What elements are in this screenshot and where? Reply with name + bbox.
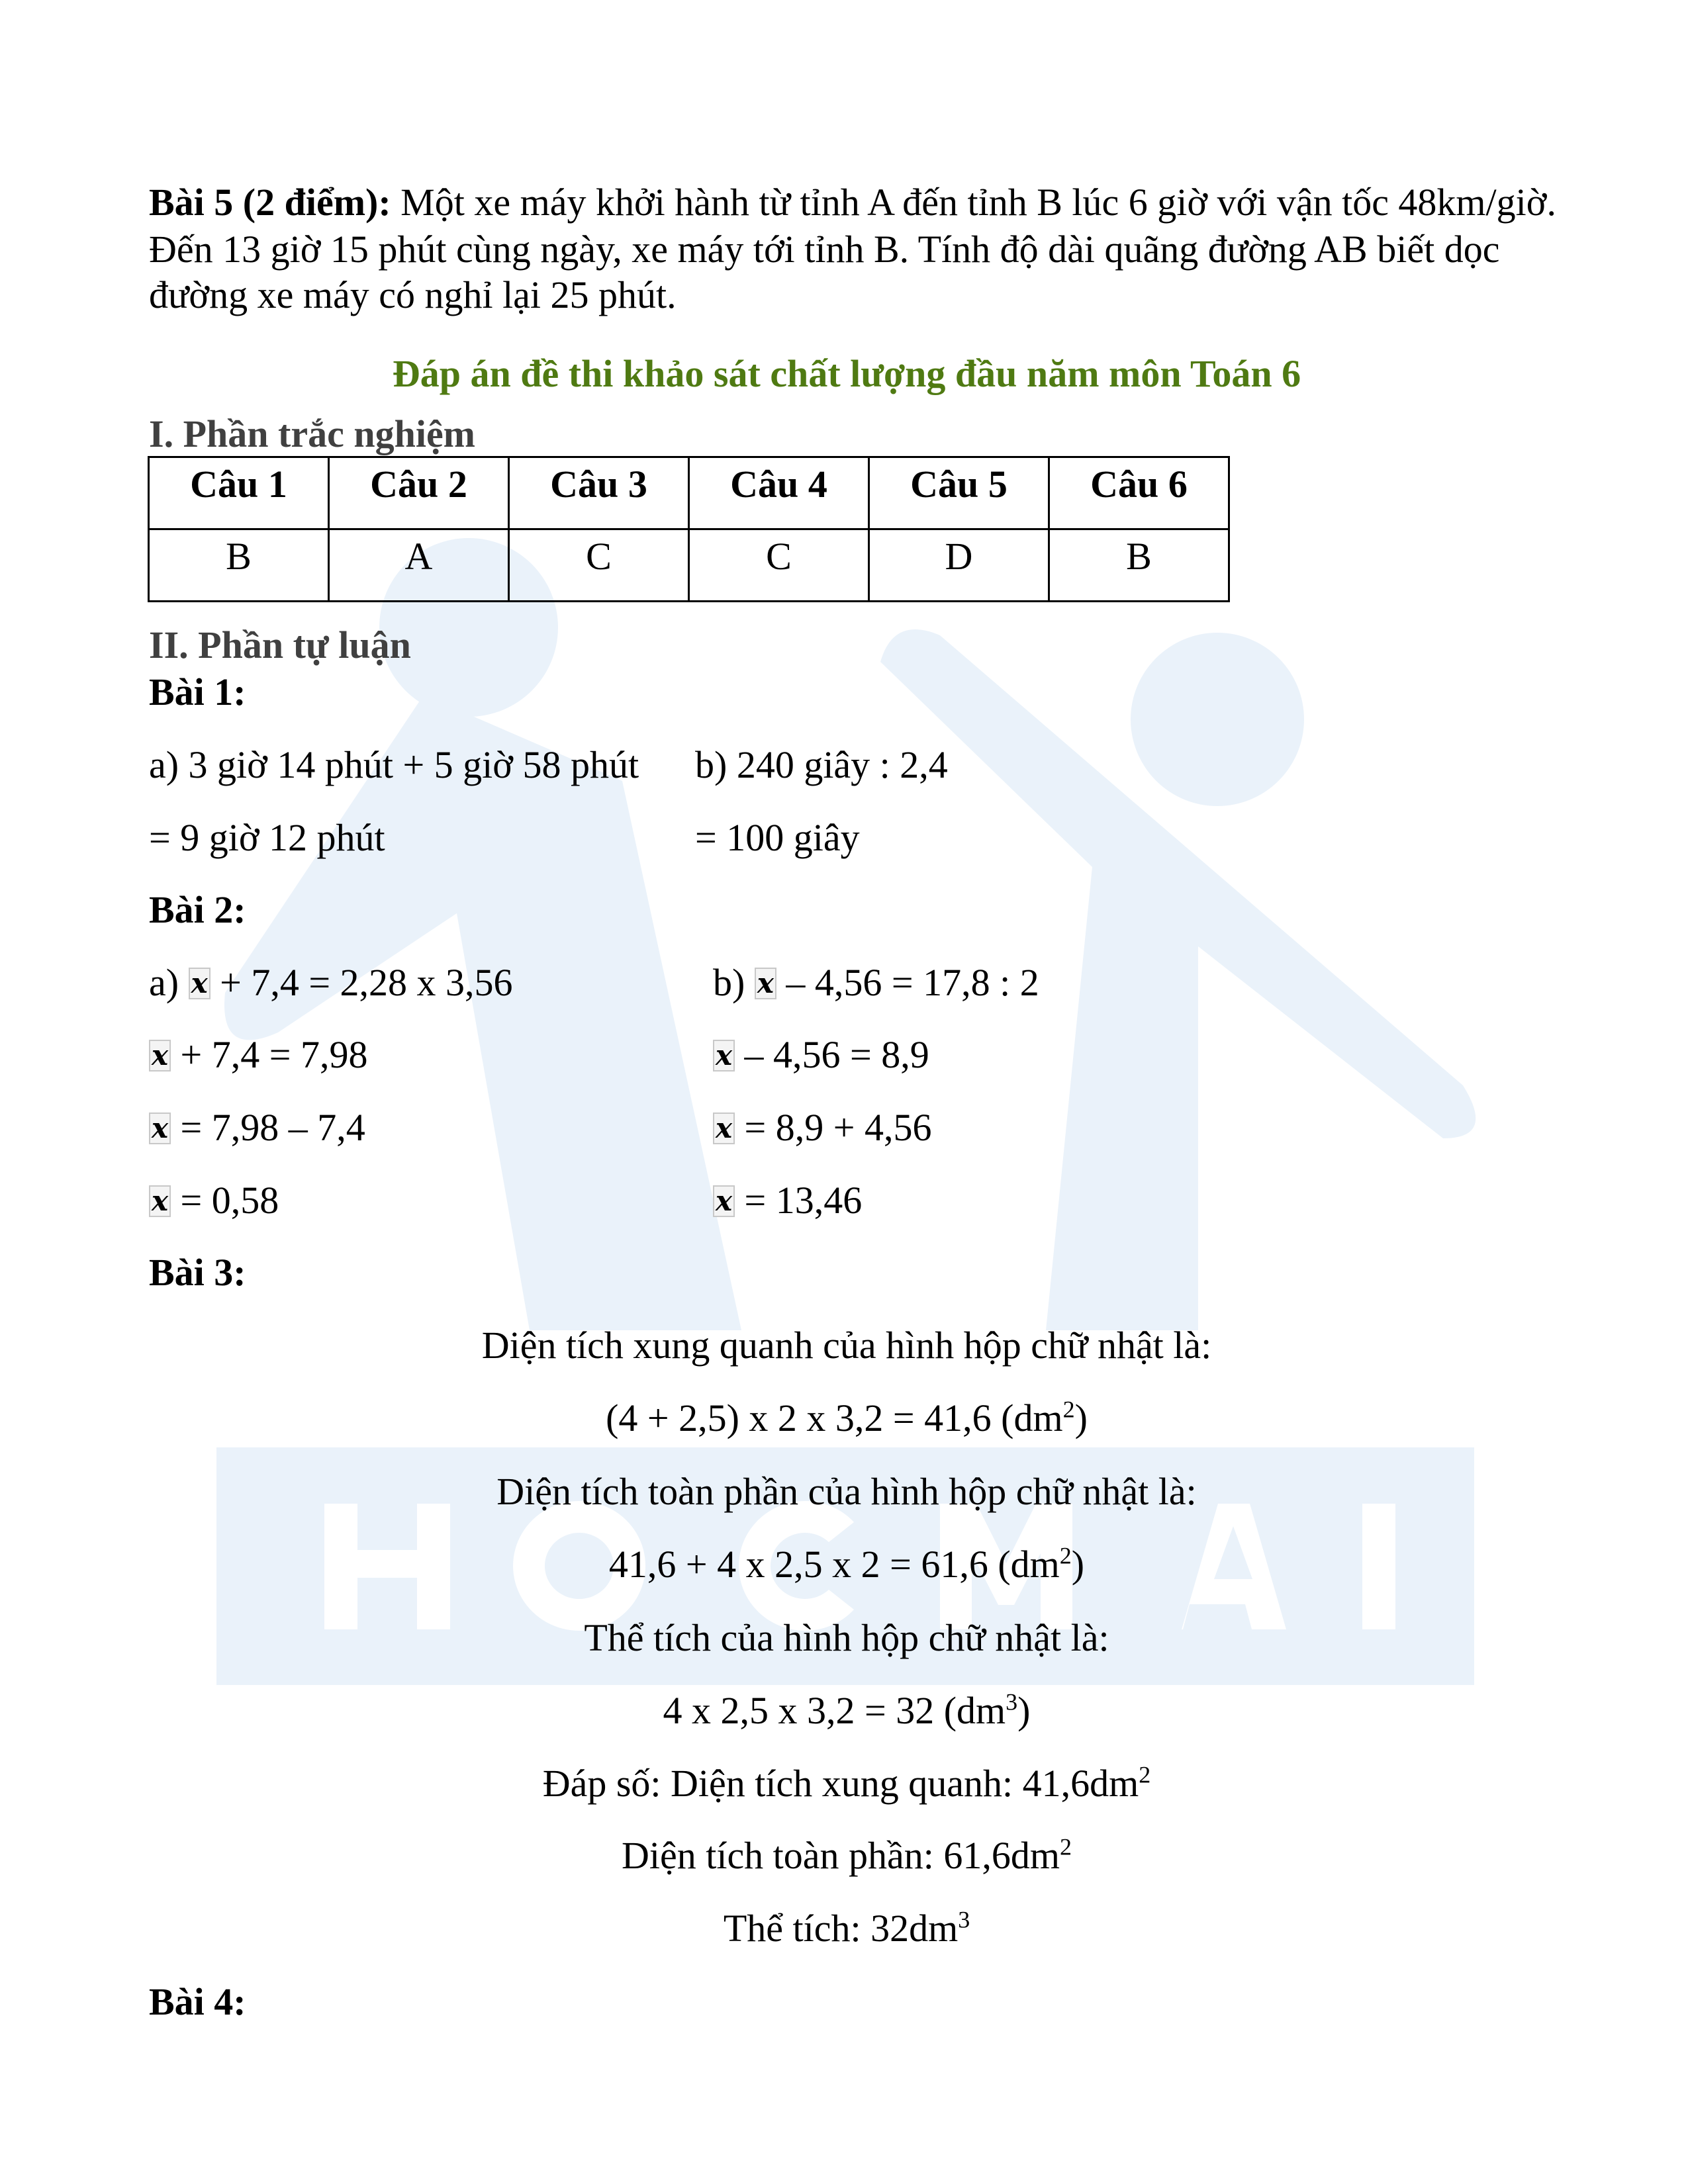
bai2-a-1: a) x + 7,4 = 2,28 x 3,56 — [149, 961, 513, 1004]
table-cell: C — [689, 529, 869, 602]
table-header: Câu 6 — [1049, 457, 1229, 529]
variable-x: x — [713, 1185, 735, 1217]
bai2-b-2: x – 4,56 = 8,9 — [713, 1031, 929, 1079]
bai3-line5: Thể tích của hình hộp chữ nhật là: — [584, 1616, 1109, 1659]
bai5-line2: Đến 13 giờ 15 phút cùng ngày, xe máy tới tỉnh B. Tính độ dài quãng đường AB biết dọc — [149, 228, 1500, 271]
bai2-a-3: x = 7,98 – 7,4 — [149, 1104, 365, 1152]
table-cell: C — [509, 529, 689, 602]
table-cell: B — [149, 529, 329, 602]
table-cell: D — [869, 529, 1049, 602]
table-header: Câu 5 — [869, 457, 1049, 529]
table-header: Câu 1 — [149, 457, 329, 529]
bai3-line6: 4 x 2,5 x 3,2 = 32 $(dm^3)$ — [663, 1688, 1031, 1732]
bai1-a-1: a) 3 giờ 14 phút + 5 giờ 58 phút — [149, 743, 639, 786]
bai4-label: Bài 4: — [149, 1980, 246, 2023]
bai2-b-1: b) x – 4,56 = 17,8 : 2 — [713, 961, 1039, 1004]
variable-x: x — [713, 1040, 735, 1071]
variable-x: x — [149, 1185, 171, 1217]
bai3-line1: Diện tích xung quanh của hình hộp chữ nhật là: — [481, 1324, 1212, 1367]
bai3-line8: Diện tích toàn phần: $61,6dm^2$ — [621, 1833, 1072, 1877]
bai3-line9: Thể tích: $32dm^3$ — [723, 1906, 970, 1950]
table-cell: B — [1049, 529, 1229, 602]
bai3-label: Bài 3: — [149, 1251, 246, 1294]
bai2-a-2: x + 7,4 = 7,98 — [149, 1031, 367, 1079]
table-header: Câu 3 — [509, 457, 689, 529]
bai3-line2: (4 + 2,5) x 2 x 3,2 = 41,6 $(dm^2)$ — [606, 1396, 1088, 1439]
variable-x: x — [189, 968, 211, 999]
bai1-b-2: = 100 giây — [695, 816, 860, 859]
part2-heading: II. Phần tự luận — [149, 623, 411, 666]
bai2-b-3: x = 8,9 + 4,56 — [713, 1104, 931, 1152]
bai3-line7: Đáp số: Diện tích xung quanh: $41,6dm^2$ — [542, 1761, 1151, 1805]
variable-x: x — [755, 968, 776, 999]
part1-heading: I. Phần trắc nghiệm — [149, 412, 475, 455]
variable-x: x — [149, 1113, 171, 1144]
bai5-line1: Bài 5 (2 điểm): Một xe máy khởi hành từ tỉnh A đến tỉnh B lúc 6 giờ với vận tốc 48km/giờ. — [149, 181, 1556, 224]
bai2-a-4: x = 0,58 — [149, 1177, 279, 1224]
table-header: Câu 4 — [689, 457, 869, 529]
variable-x: x — [149, 1040, 171, 1071]
bai5-line3: đường xe máy có nghỉ lại 25 phút. — [149, 273, 677, 316]
bai3-line4: 41,6 + 4 x 2,5 x 2 = 61,6 $(dm^2)$ — [608, 1542, 1085, 1586]
answer-table — [148, 456, 1230, 602]
bai1-label: Bài 1: — [149, 670, 246, 713]
bai3-line3: Diện tích toàn phần của hình hộp chữ nhật là: — [496, 1470, 1197, 1513]
bai1-b-1: b) 240 giây : 2,4 — [695, 743, 948, 786]
variable-x: x — [713, 1113, 735, 1144]
bai1-a-2: = 9 giờ 12 phút — [149, 816, 385, 859]
table-header-row — [149, 457, 1229, 529]
table-header: Câu 2 — [329, 457, 509, 529]
bai2-b-4: x = 13,46 — [713, 1177, 862, 1224]
answer-title: Đáp án đề thi khảo sát chất lượng đầu năm môn Toán 6 — [392, 352, 1301, 395]
table-cell: A — [329, 529, 509, 602]
table-row — [149, 529, 1229, 602]
bai2-label: Bài 2: — [149, 888, 246, 931]
